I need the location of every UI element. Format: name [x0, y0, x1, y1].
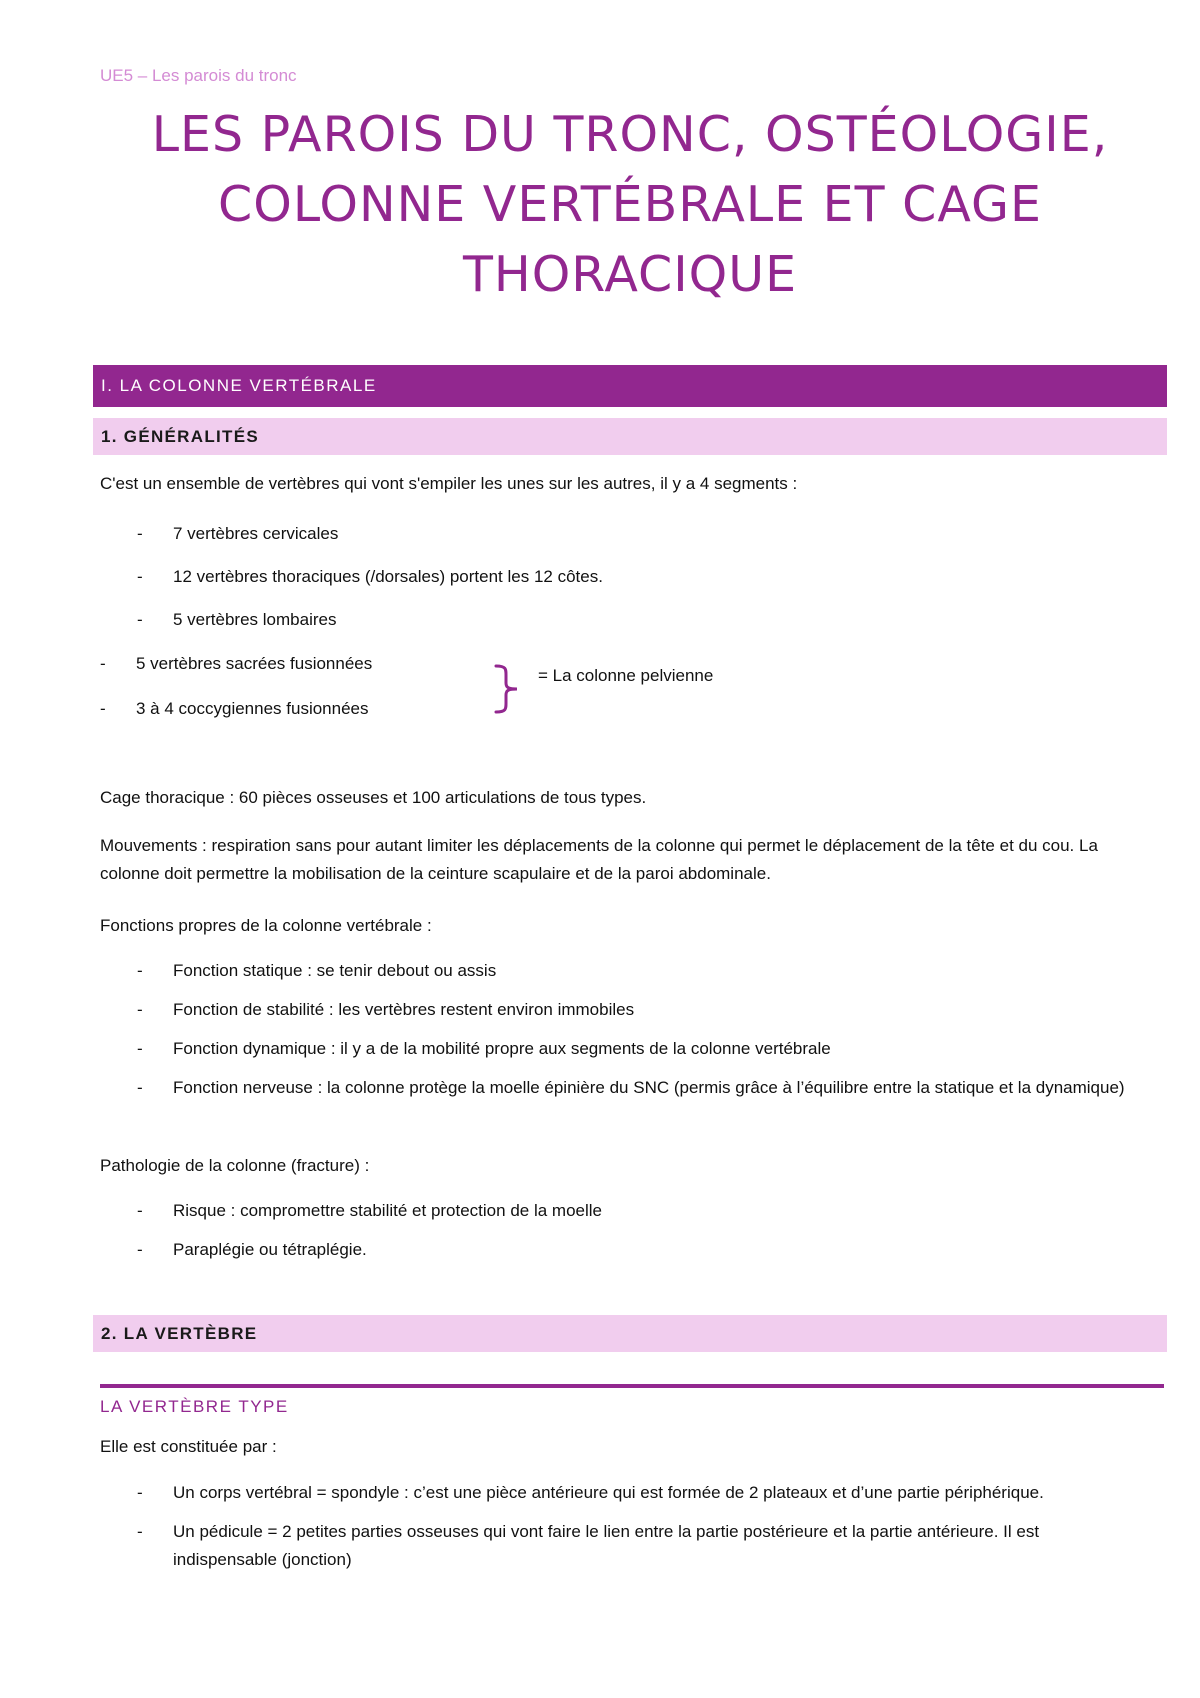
- list-item-text: 7 vertèbres cervicales: [173, 524, 339, 543]
- list-item-text: Risque : compromettre stabilité et protection de la moelle: [173, 1201, 602, 1220]
- page-title: [80, 100, 1180, 310]
- list-item: [137, 1197, 1133, 1225]
- fonctions-title: Fonctions propres de la colonne vertébrale :: [100, 916, 432, 935]
- list-item-text: Fonction de stabilité : les vertèbres restent environ immobiles: [173, 1000, 635, 1019]
- list-item-text: 3 à 4 coccygiennes fusionnées: [136, 699, 369, 718]
- bullet-dash: -: [137, 610, 143, 629]
- bullet-dash: -: [137, 1039, 143, 1058]
- bullet-dash: -: [100, 654, 106, 673]
- list-item-text: Un corps vertébral = spondyle : c’est une pièce antérieure qui est formée de 2 plateaux et d’une partie périphérique.: [173, 1483, 1044, 1502]
- list-item: [100, 695, 369, 723]
- list-item: [137, 957, 1133, 985]
- cage-thoracique-text: Cage thoracique : 60 pièces osseuses et 100 articulations de tous types.: [100, 788, 647, 807]
- bullet-dash: -: [137, 1000, 143, 1019]
- list-item: [137, 996, 1133, 1024]
- subsection-heading-generalites: 1. GÉNÉRALITÉS: [93, 418, 1167, 455]
- vertebre-intro: Elle est constituée par :: [100, 1437, 277, 1456]
- section-heading-colonne: I. LA COLONNE VERTÉBRALE: [93, 365, 1167, 407]
- bullet-dash: -: [137, 567, 143, 586]
- list-item: [137, 563, 1133, 591]
- title-line-3: THORACIQUE: [462, 246, 798, 303]
- pathologie-title: Pathologie de la colonne (fracture) :: [100, 1156, 370, 1175]
- list-item: [100, 650, 373, 678]
- list-item-text: 12 vertèbres thoraciques (/dorsales) portent les 12 côtes.: [173, 567, 603, 586]
- list-item: [137, 1518, 1133, 1574]
- bullet-dash: -: [100, 699, 106, 718]
- heading-vertebre-type: LA VERTÈBRE TYPE: [100, 1397, 289, 1416]
- bullet-dash: -: [137, 961, 143, 980]
- pelvic-column-label: = La colonne pelvienne: [538, 666, 714, 685]
- bullet-dash: -: [137, 1201, 143, 1220]
- list-item-text: Fonction dynamique : il y a de la mobilité propre aux segments de la colonne vertébrale: [173, 1039, 831, 1058]
- mouvements-text: Mouvements : respiration sans pour autant limiter les déplacements de la colonne qui permet le déplacement de la tête et du cou. La colonne doit permettre la mobilisation de la ceinture scapulaire et de la paroi abdominale.: [100, 836, 1098, 883]
- title-line-2: COLONNE VERTÉBRALE ET CAGE: [218, 176, 1042, 233]
- list-item-text: Paraplégie ou tétraplégie.: [173, 1240, 367, 1259]
- bullet-dash: -: [137, 1483, 143, 1502]
- bullet-dash: -: [137, 1240, 143, 1259]
- bullet-dash: -: [137, 1522, 143, 1541]
- section-rule: [100, 1384, 1164, 1388]
- bullet-dash: -: [137, 1078, 143, 1097]
- list-item-text: 5 vertèbres sacrées fusionnées: [136, 654, 373, 673]
- list-item: [137, 1035, 1133, 1063]
- title-line-1: LES PAROIS DU TRONC, OSTÉOLOGIE,: [151, 106, 1109, 163]
- list-item-text: Un pédicule = 2 petites parties osseuses qui vont faire le lien entre la partie postérieure et la partie antérieure. Il est indispensable (jonction): [173, 1522, 1040, 1569]
- generalites-intro: C'est un ensemble de vertèbres qui vont s'empiler les unes sur les autres, il y a 4 segments :: [100, 474, 798, 493]
- list-item: [137, 1479, 1133, 1507]
- subsection-heading-vertebre: 2. LA VERTÈBRE: [93, 1315, 1167, 1352]
- list-item: [137, 1074, 1133, 1102]
- list-item: [137, 606, 1133, 634]
- list-item-text: Fonction nerveuse : la colonne protège la moelle épinière du SNC (permis grâce à l’équilibre entre la statique et la dynamique): [173, 1078, 1125, 1097]
- list-item: [137, 520, 1133, 548]
- right-curly-brace-icon: [492, 663, 526, 715]
- running-header: UE5 – Les parois du tronc: [100, 66, 297, 85]
- list-item-text: Fonction statique : se tenir debout ou assis: [173, 961, 497, 980]
- list-item-text: 5 vertèbres lombaires: [173, 610, 337, 629]
- list-item: [137, 1236, 1133, 1264]
- bullet-dash: -: [137, 524, 143, 543]
